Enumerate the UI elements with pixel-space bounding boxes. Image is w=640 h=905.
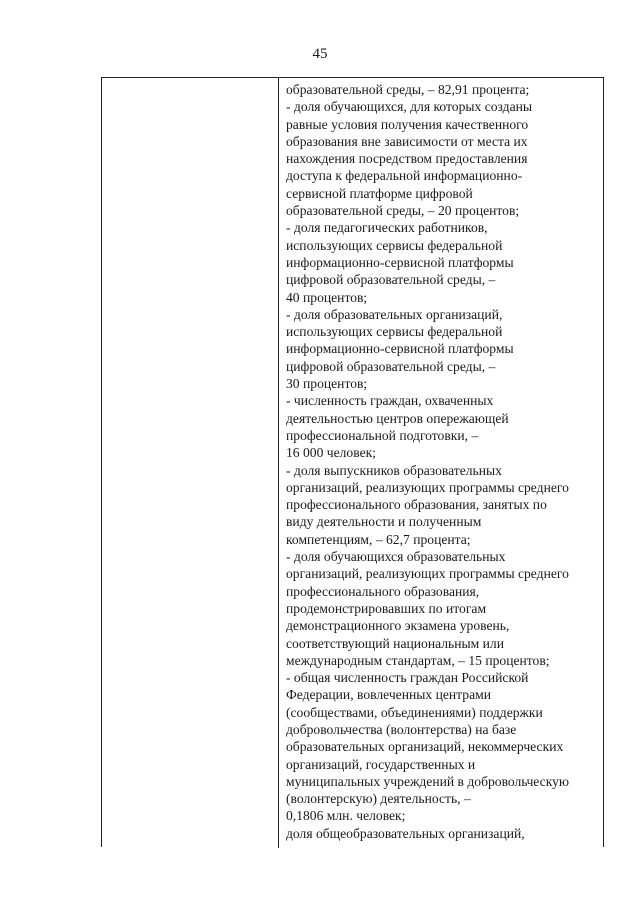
text-line: международным стандартам, – 15 процентов;: [286, 652, 550, 668]
text-line: сервисной платформе цифровой: [286, 185, 473, 201]
text-line: организаций, государственных и: [286, 756, 476, 772]
text-line: - доля обучающихся, для которых созданы: [286, 99, 533, 115]
text-line: (сообществами, объединениями) поддержки: [286, 704, 543, 720]
text-line: цифровой образовательной среды, –: [286, 358, 496, 374]
text-line: деятельностью центров опережающей: [286, 410, 509, 426]
text-line: компетенциям, – 62,7 процента;: [286, 531, 471, 547]
text-line: использующих сервисы федеральной: [286, 237, 503, 253]
text-line: 30 процентов;: [286, 376, 368, 392]
text-line: 0,1806 млн. человек;: [286, 808, 406, 824]
text-line: Федерации, вовлеченных центрами: [286, 687, 491, 703]
text-line: добровольчества (волонтерства) на базе: [286, 721, 517, 737]
text-line: образовательных организаций, некоммерческих: [286, 739, 564, 755]
text-line: образовательной среды, – 82,91 процента;: [286, 82, 530, 97]
column-divider: [278, 78, 279, 848]
text-line: продемонстрировавших по итогам: [286, 600, 487, 616]
text-line: (волонтерскую) деятельность, –: [286, 791, 471, 807]
text-line: равные условия получения качественного: [286, 116, 529, 132]
text-line: профессионального образования,: [286, 583, 480, 599]
text-line: профессиональной подготовки, –: [286, 427, 479, 443]
text-line: - доля педагогических работников,: [286, 220, 488, 236]
text-line: 16 000 человек;: [286, 445, 376, 461]
text-line: виду деятельности и полученным: [286, 514, 482, 530]
text-line: - доля обучающихся образовательных: [286, 549, 506, 565]
text-line: - численность граждан, охваченных: [286, 393, 494, 409]
text-line: информационно-сервисной платформы: [286, 254, 514, 270]
text-line: организаций, реализующих программы среднего: [286, 566, 569, 582]
text-line: цифровой образовательной среды, –: [286, 272, 496, 288]
text-line: образования вне зависимости от места их: [286, 133, 528, 149]
text-line: информационно-сервисной платформы: [286, 341, 514, 357]
text-line: муниципальных учреждений в добровольческую: [286, 773, 570, 789]
document-table: [101, 77, 604, 847]
table-right-cell: [286, 81, 602, 842]
text-line: нахождения посредством предоставления: [286, 151, 528, 167]
text-line: профессионального образования, занятых по: [286, 497, 547, 513]
text-line: соответствующий национальным или: [286, 635, 504, 651]
text-line: организаций, реализующих программы среднего: [286, 479, 569, 495]
text-line: - общая численность граждан Российской: [286, 670, 529, 686]
text-line: образовательной среды, – 20 процентов;: [286, 203, 520, 219]
text-line: доля общеобразовательных организаций,: [286, 825, 525, 841]
text-line: - доля образовательных организаций,: [286, 306, 503, 322]
table-left-cell: [102, 78, 277, 848]
text-line: доступа к федеральной информационно-: [286, 168, 523, 184]
page-number: 45: [312, 46, 328, 62]
text-line: 40 процентов;: [286, 289, 368, 305]
text-line: использующих сервисы федеральной: [286, 324, 503, 340]
text-line: - доля выпускников образовательных: [286, 462, 502, 478]
text-line: демонстрационного экзамена уровень,: [286, 618, 510, 634]
